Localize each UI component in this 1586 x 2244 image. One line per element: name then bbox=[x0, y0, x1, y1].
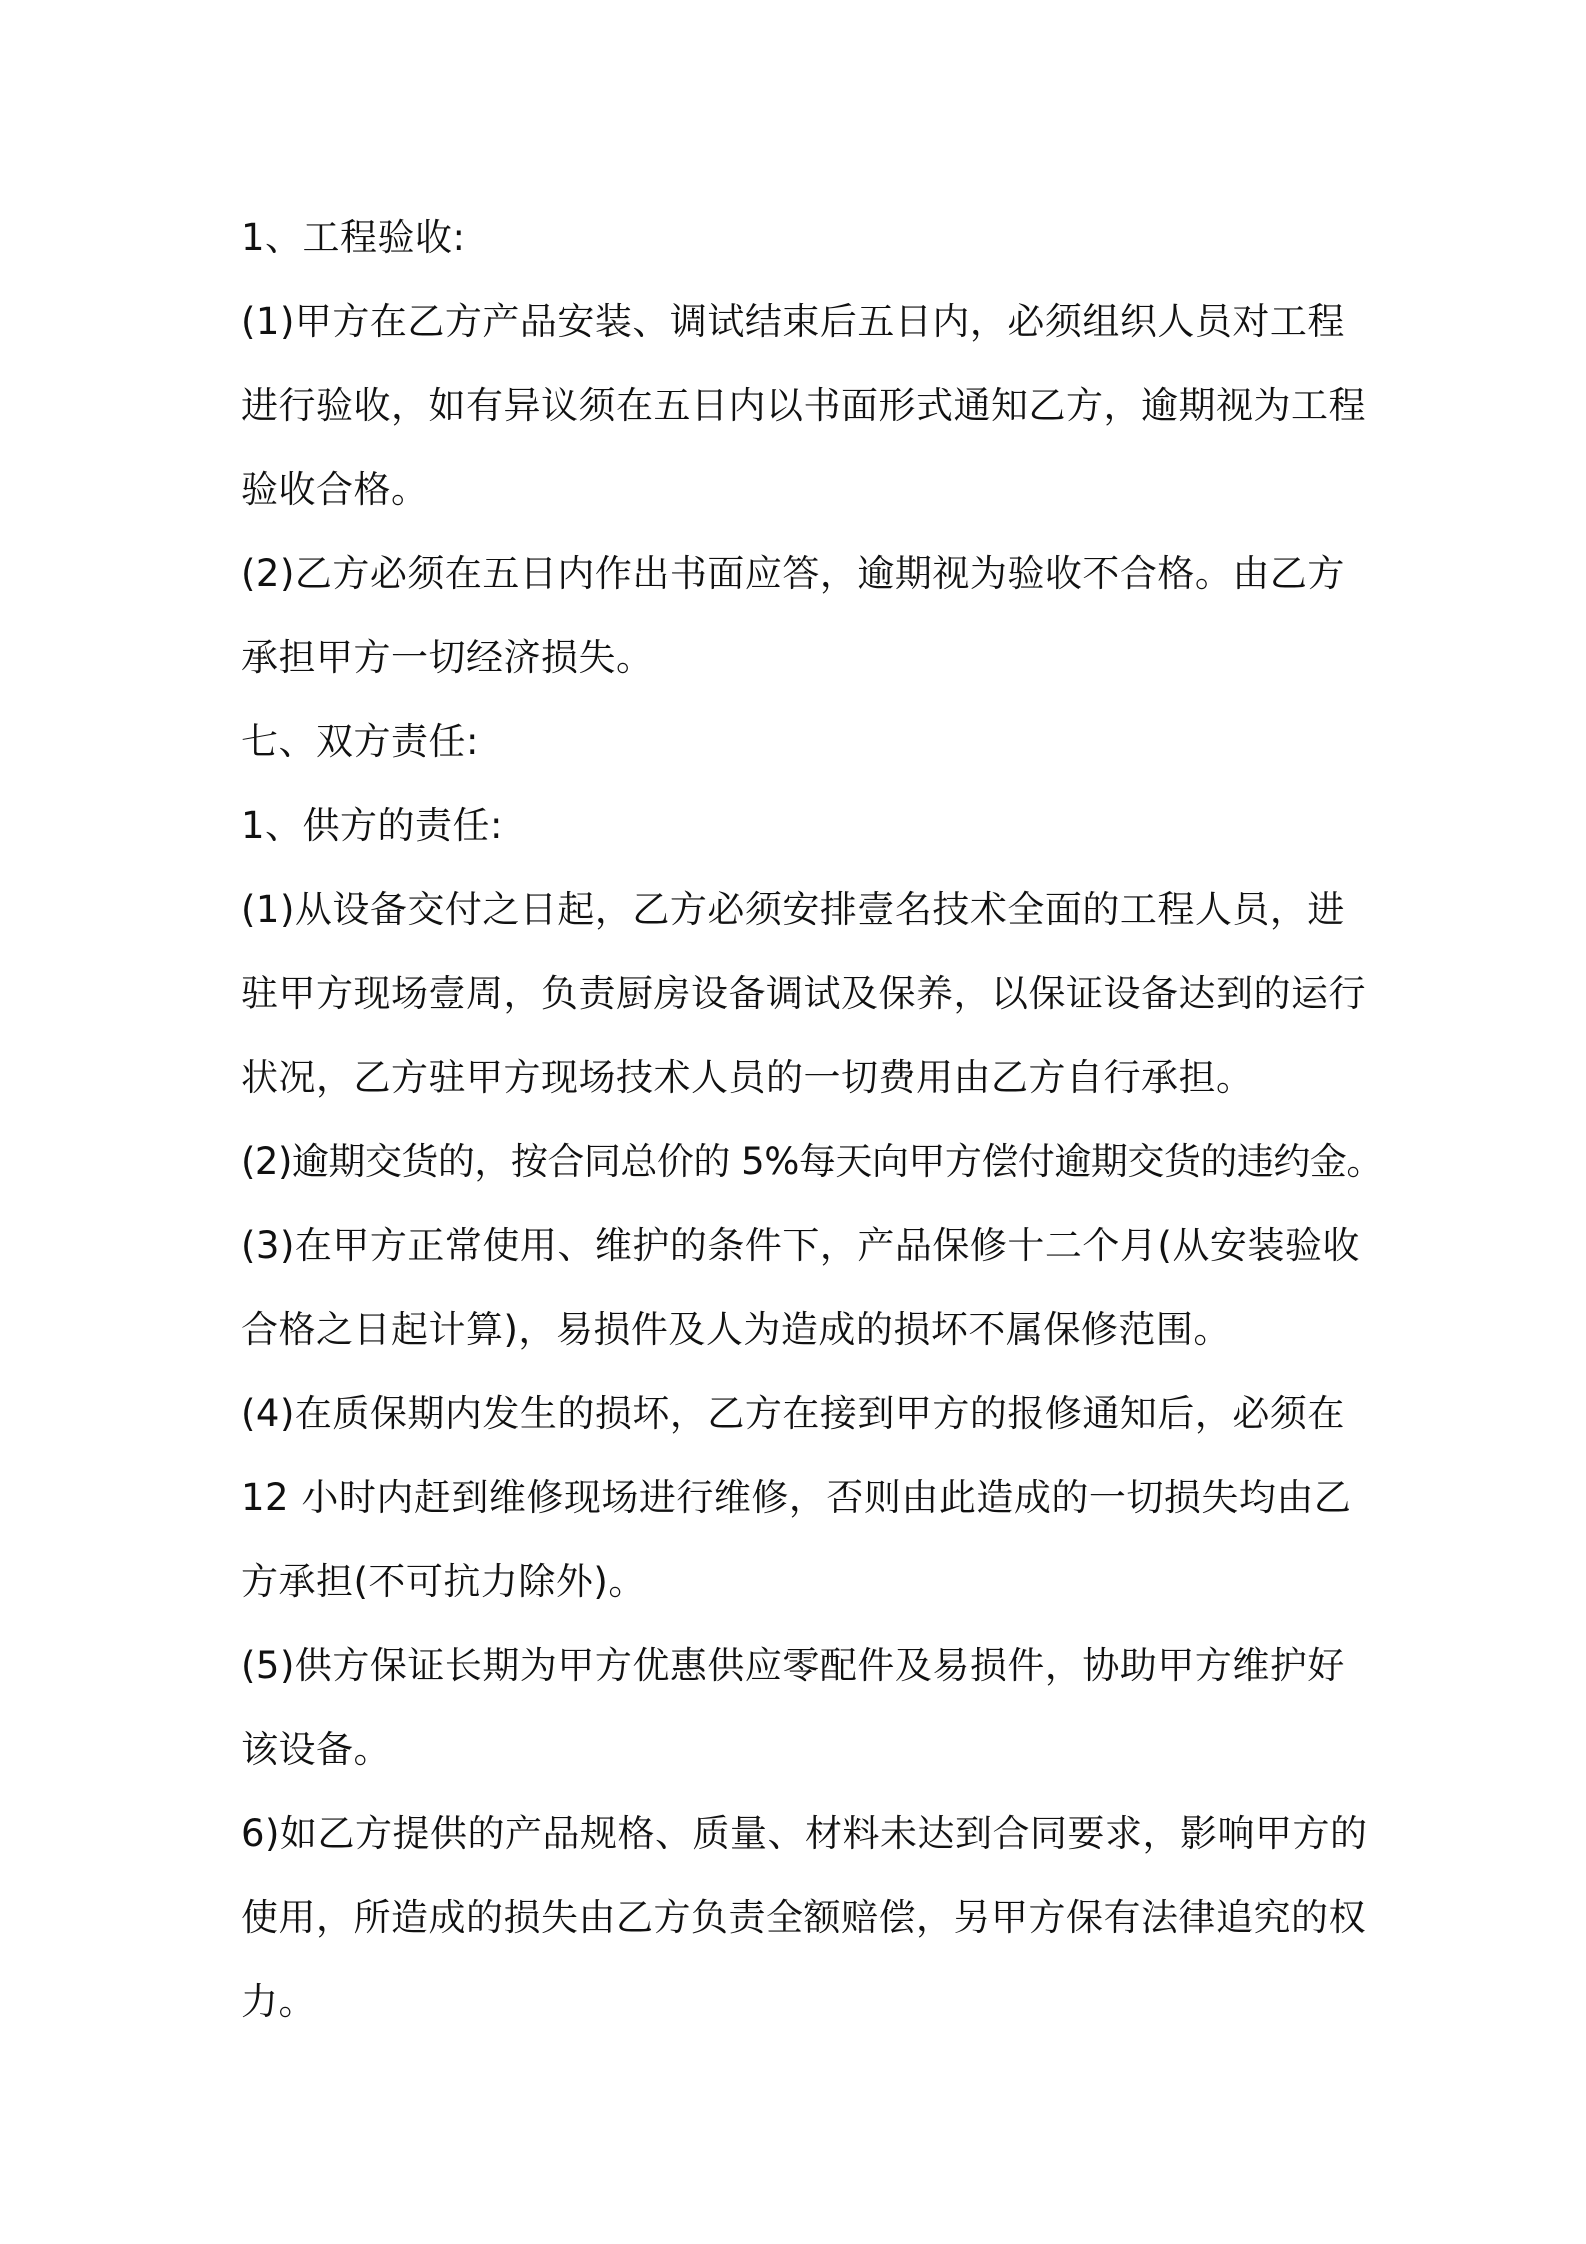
document-body bbox=[241, 196, 1391, 2044]
section-heading-acceptance: 1、工程验收: bbox=[241, 216, 466, 259]
paragraph-line: (1)从设备交付之日起，乙方必须安排壹名技术全面的工程人员，进 bbox=[241, 888, 1345, 931]
paragraph-line: 状况，乙方驻甲方现场技术人员的一切费用由乙方自行承担。 bbox=[241, 1056, 1254, 1099]
subsection-heading-supplier: 1、供方的责任: bbox=[241, 804, 504, 847]
paragraph-line: 进行验收，如有异议须在五日内以书面形式通知乙方，逾期视为工程 bbox=[241, 384, 1366, 427]
section-heading-responsibilities: 七、双方责任: bbox=[241, 720, 479, 763]
paragraph-line: (2)乙方必须在五日内作出书面应答，逾期视为验收不合格。由乙方 bbox=[241, 552, 1345, 595]
paragraph-line: 该设备。 bbox=[241, 1728, 391, 1771]
paragraph-line: (3)在甲方正常使用、维护的条件下，产品保修十二个月(从安装验收 bbox=[241, 1224, 1360, 1267]
paragraph-line: (5)供方保证长期为甲方优惠供应零配件及易损件，协助甲方维护好 bbox=[241, 1644, 1345, 1687]
paragraph-line: 方承担(不可抗力除外)。 bbox=[241, 1560, 646, 1603]
paragraph-line: (4)在质保期内发生的损坏，乙方在接到甲方的报修通知后，必须在 bbox=[241, 1392, 1345, 1435]
paragraph-line: 承担甲方一切经济损失。 bbox=[241, 636, 654, 679]
paragraph-line: 验收合格。 bbox=[241, 468, 429, 511]
paragraph-line: (1)甲方在乙方产品安装、调试结束后五日内，必须组织人员对工程 bbox=[241, 300, 1345, 343]
paragraph-line: 6)如乙方提供的产品规格、质量、材料未达到合同要求，影响甲方的 bbox=[241, 1812, 1368, 1855]
paragraph-line: 驻甲方现场壹周，负责厨房设备调试及保养，以保证设备达到的运行 bbox=[241, 972, 1366, 1015]
paragraph-line: 力。 bbox=[241, 1980, 316, 2023]
paragraph-line: 合格之日起计算)，易损件及人为造成的损坏不属保修范围。 bbox=[241, 1308, 1231, 1351]
paragraph-line: 使用，所造成的损失由乙方负责全额赔偿，另甲方保有法律追究的权 bbox=[241, 1896, 1366, 1939]
paragraph-line: 12 小时内赶到维修现场进行维修，否则由此造成的一切损失均由乙 bbox=[241, 1476, 1352, 1519]
paragraph-line: (2)逾期交货的，按合同总价的 5%每天向甲方偿付逾期交货的违约金。 bbox=[241, 1140, 1383, 1183]
